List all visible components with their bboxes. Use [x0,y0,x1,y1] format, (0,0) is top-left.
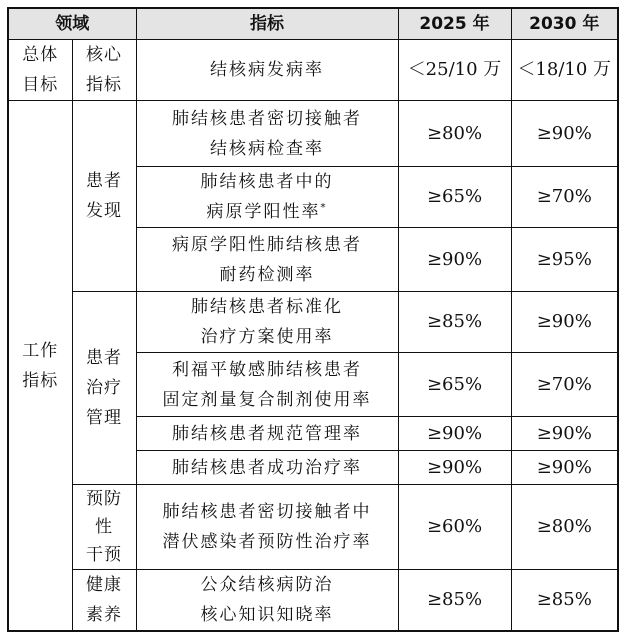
value-2030: ≥85% [511,570,618,632]
indicator-cell: 肺结核患者规范管理率 [136,417,398,451]
indicator-cell: 肺结核患者密切接触者 结核病检查率 [136,101,398,167]
indicator-cell: 肺结核患者密切接触者中 潜伏感染者预防性治疗率 [136,485,398,570]
indicator-cell: 病原学阳性肺结核患者 耐药检测率 [136,228,398,292]
area-cell-overall: 总体 目标 [8,40,72,101]
sub-area-cell-treatment: 患者 治疗 管理 [72,292,136,485]
value-2025: ＜25/10 万 [398,40,511,101]
value-2030: ≥70% [511,353,618,417]
indicator-cell: 肺结核患者标准化 治疗方案使用率 [136,292,398,353]
header-row [8,8,618,40]
value-2025: ≥85% [398,292,511,353]
indicators-table [7,7,619,632]
table-row [8,485,618,570]
sub-area-cell-core: 核心 指标 [72,40,136,101]
value-2030: ≥90% [511,417,618,451]
indicator-cell: 结核病发病率 [136,40,398,101]
value-2030: ≥90% [511,101,618,167]
sub-area-cell-literacy: 健康 素养 [72,570,136,632]
value-2025: ≥90% [398,451,511,485]
value-2025: ≥90% [398,417,511,451]
header-indicator: 指标 [136,8,398,40]
header-area: 领域 [8,8,136,40]
indicator-cell: 肺结核患者中的 病原学阳性率* [136,167,398,228]
table-row [8,101,618,167]
value-2025: ≥85% [398,570,511,632]
value-2030: ≥90% [511,292,618,353]
value-2025: ≥60% [398,485,511,570]
value-2025: ≥90% [398,228,511,292]
header-2025: 2025 年 [398,8,511,40]
value-2030: ≥95% [511,228,618,292]
value-2025: ≥80% [398,101,511,167]
indicator-cell: 公众结核病防治 核心知识知晓率 [136,570,398,632]
indicator-cell: 肺结核患者成功治疗率 [136,451,398,485]
table-row [8,570,618,632]
value-2025: ≥65% [398,167,511,228]
sub-area-cell-discovery: 患者 发现 [72,101,136,292]
footnote-mark: * [320,202,328,214]
value-2030: ≥70% [511,167,618,228]
value-2030: ＜18/10 万 [511,40,618,101]
table-row [8,292,618,353]
sub-area-cell-prevention: 预防 性 干预 [72,485,136,570]
value-2030: ≥90% [511,451,618,485]
area-cell-work: 工作 指标 [8,101,72,632]
header-2030: 2030 年 [511,8,618,40]
value-2025: ≥65% [398,353,511,417]
table-wrapper [7,7,619,632]
indicator-cell: 利福平敏感肺结核患者 固定剂量复合制剂使用率 [136,353,398,417]
value-2030: ≥80% [511,485,618,570]
table-row [8,40,618,101]
